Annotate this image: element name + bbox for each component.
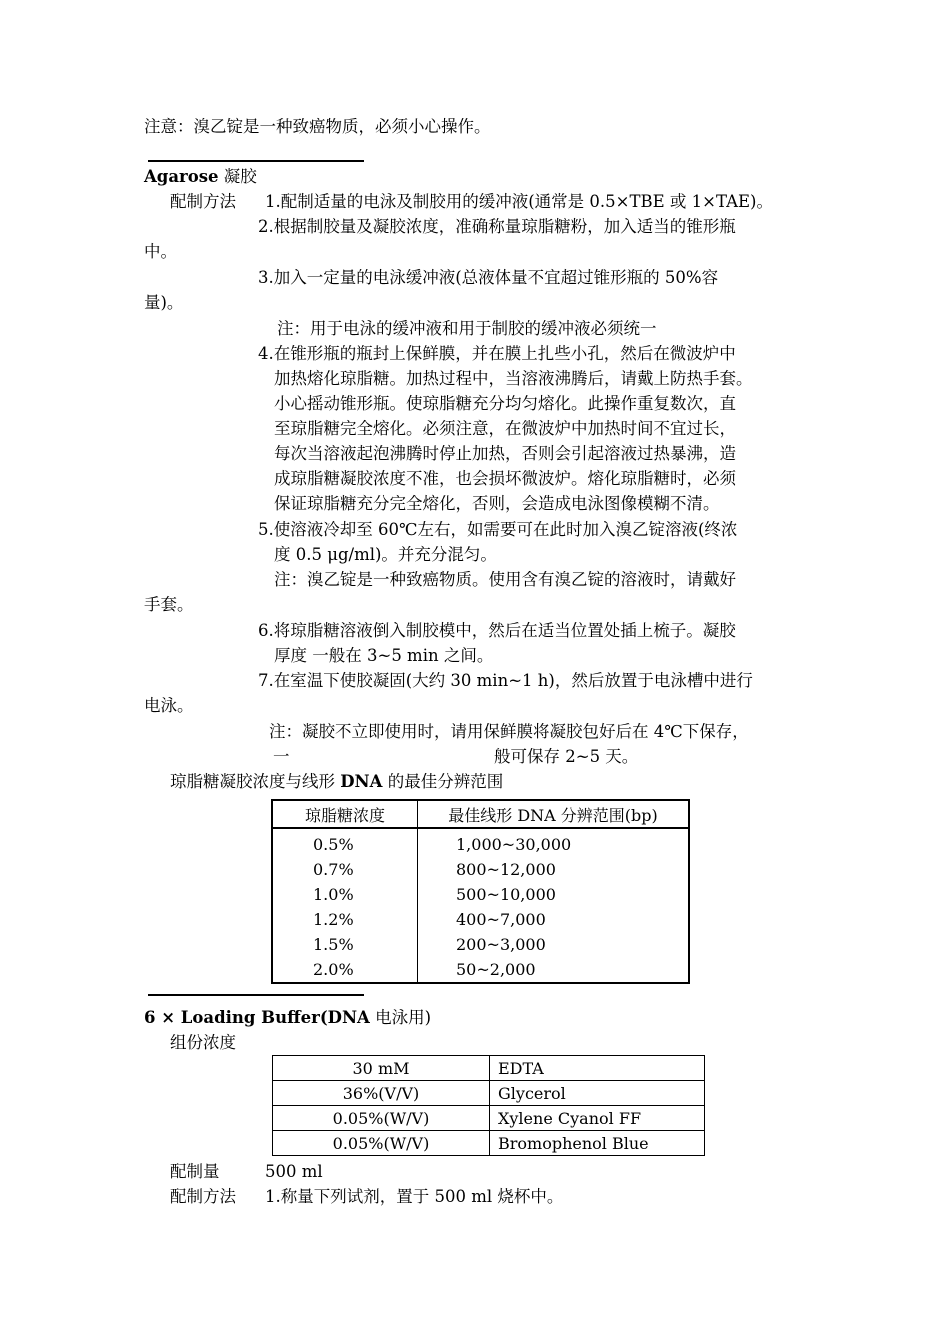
amount-value: 500 ml: [265, 1162, 323, 1181]
section-divider: [148, 160, 364, 162]
note-7-cont: 一: [273, 747, 290, 766]
table-row: [273, 1106, 705, 1131]
method-label: 配制方法: [170, 1187, 236, 1206]
caution-note: 注意：溴乙锭是一种致癌物质，必须小心操作。: [144, 117, 491, 136]
composition-label: 组份浓度: [170, 1033, 236, 1052]
note-7-cont: 般可保存 2~5 天。: [494, 747, 639, 766]
step-4-line: 保证琼脂糖充分完全熔化，否则，会造成电泳图像模糊不清。: [274, 494, 720, 513]
column-header: 琼脂糖浓度: [272, 800, 418, 828]
table-cell: 0.5%: [272, 828, 418, 857]
step-3-cont: 量)。: [144, 293, 184, 312]
table-cell: 500~10,000: [456, 885, 556, 904]
amount-label: 配制量: [170, 1162, 220, 1181]
step-4-line: 小心摇动锥形瓶。使琼脂糖充分均匀熔化。此操作重复数次，直: [274, 394, 736, 413]
table-cell: 400~7,000: [456, 910, 546, 929]
step-1: 1.配制适量的电泳及制胶用的缓冲液(通常是 0.5×TBE 或 1×TAE)。: [265, 192, 773, 211]
section-title-loading-buffer: 6 × Loading Buffer(DNA 电泳用): [144, 1008, 432, 1027]
table-cell: 800~12,000: [456, 860, 556, 879]
note-5: 注：溴乙锭是一种致癌物质。使用含有溴乙锭的溶液时，请戴好: [274, 570, 736, 589]
table-cell: EDTA: [490, 1056, 705, 1081]
table-cell: Glycerol: [490, 1081, 705, 1106]
agarose-resolution-table: [271, 799, 690, 984]
method-label: 配制方法: [170, 192, 236, 211]
table-cell: 1,000~30,000: [456, 835, 572, 854]
table-row: [272, 932, 689, 957]
step-2-cont: 中。: [144, 242, 177, 261]
table-cell: 1.2%: [272, 907, 418, 932]
step-5: 5.使溶液冷却至 60℃左右，如需要可在此时加入溴乙锭溶液(终浓: [258, 520, 738, 539]
table-row: [272, 907, 689, 932]
step-6-line: 厚度 一般在 3~5 min 之间。: [274, 646, 494, 665]
table-cell: Bromophenol Blue: [490, 1131, 705, 1156]
section-divider: [148, 994, 364, 996]
note-3: 注：用于电泳的缓冲液和用于制胶的缓冲液必须统一: [277, 319, 657, 338]
step-7: 7.在室温下使胶凝固(大约 30 min~1 h)，然后放置于电泳槽中进行: [258, 671, 753, 690]
step-4-line: 每次当溶液起泡沸腾时停止加热，否则会引起溶液过热暴沸，造: [274, 444, 736, 463]
table-row: [272, 882, 689, 907]
table-cell: 2.0%: [272, 957, 418, 983]
table-cell: 36%(V/V): [273, 1081, 490, 1106]
step-3: 3.加入一定量的电泳缓冲液(总液体量不宜超过锥形瓶的 50%容: [258, 268, 719, 287]
step-4-line: 至琼脂糖完全熔化。必须注意，在微波炉中加热时间不宜过长，: [274, 419, 736, 438]
table-cell: 50~2,000: [456, 960, 536, 979]
table-cell: 0.05%(W/V): [273, 1131, 490, 1156]
step-4-line: 加热熔化琼脂糖。加热过程中，当溶液沸腾后，请戴上防热手套。: [274, 369, 753, 388]
table-cell: 200~3,000: [456, 935, 546, 954]
table-row: [273, 1081, 705, 1106]
step-4-line: 成琼脂糖凝胶浓度不准，也会损坏微波炉。熔化琼脂糖时，必须: [274, 469, 736, 488]
step-6: 6.将琼脂糖溶液倒入制胶模中，然后在适当位置处插上梳子。凝胶: [258, 621, 736, 640]
column-header: 最佳线形 DNA 分辨范围(bp): [418, 800, 690, 828]
table-cell: 1.0%: [272, 882, 418, 907]
note-7: 注：凝胶不立即使用时，请用保鲜膜将凝胶包好后在 4℃下保存，: [269, 722, 749, 741]
table-cell: 30 mM: [273, 1056, 490, 1081]
loading-step-1: 1.称量下列试剂，置于 500 ml 烧杯中。: [265, 1187, 564, 1206]
table-cell: 0.05%(W/V): [273, 1106, 490, 1131]
section-title-agarose: Agarose 凝胶: [144, 167, 257, 186]
step-4: 4.在锥形瓶的瓶封上保鲜膜，并在膜上扎些小孔，然后在微波炉中: [258, 344, 736, 363]
table-cell: 0.7%: [272, 857, 418, 882]
step-7-cont: 电泳。: [144, 696, 194, 715]
table-caption: 琼脂糖凝胶浓度与线形 DNA 的最佳分辨范围: [170, 772, 504, 791]
loading-buffer-components-table: [272, 1055, 705, 1156]
table-row: [273, 1056, 705, 1081]
step-5-line: 度 0.5 μg/ml)。并充分混匀。: [274, 545, 497, 564]
table-row: [273, 1131, 705, 1156]
table-row: [272, 857, 689, 882]
table-row: [272, 828, 689, 857]
table-row: [272, 957, 689, 983]
table-cell: 1.5%: [272, 932, 418, 957]
table-cell: Xylene Cyanol FF: [490, 1106, 705, 1131]
step-2: 2.根据制胶量及凝胶浓度，准确称量琼脂糖粉，加入适当的锥形瓶: [258, 217, 736, 236]
note-5-cont: 手套。: [144, 595, 194, 614]
